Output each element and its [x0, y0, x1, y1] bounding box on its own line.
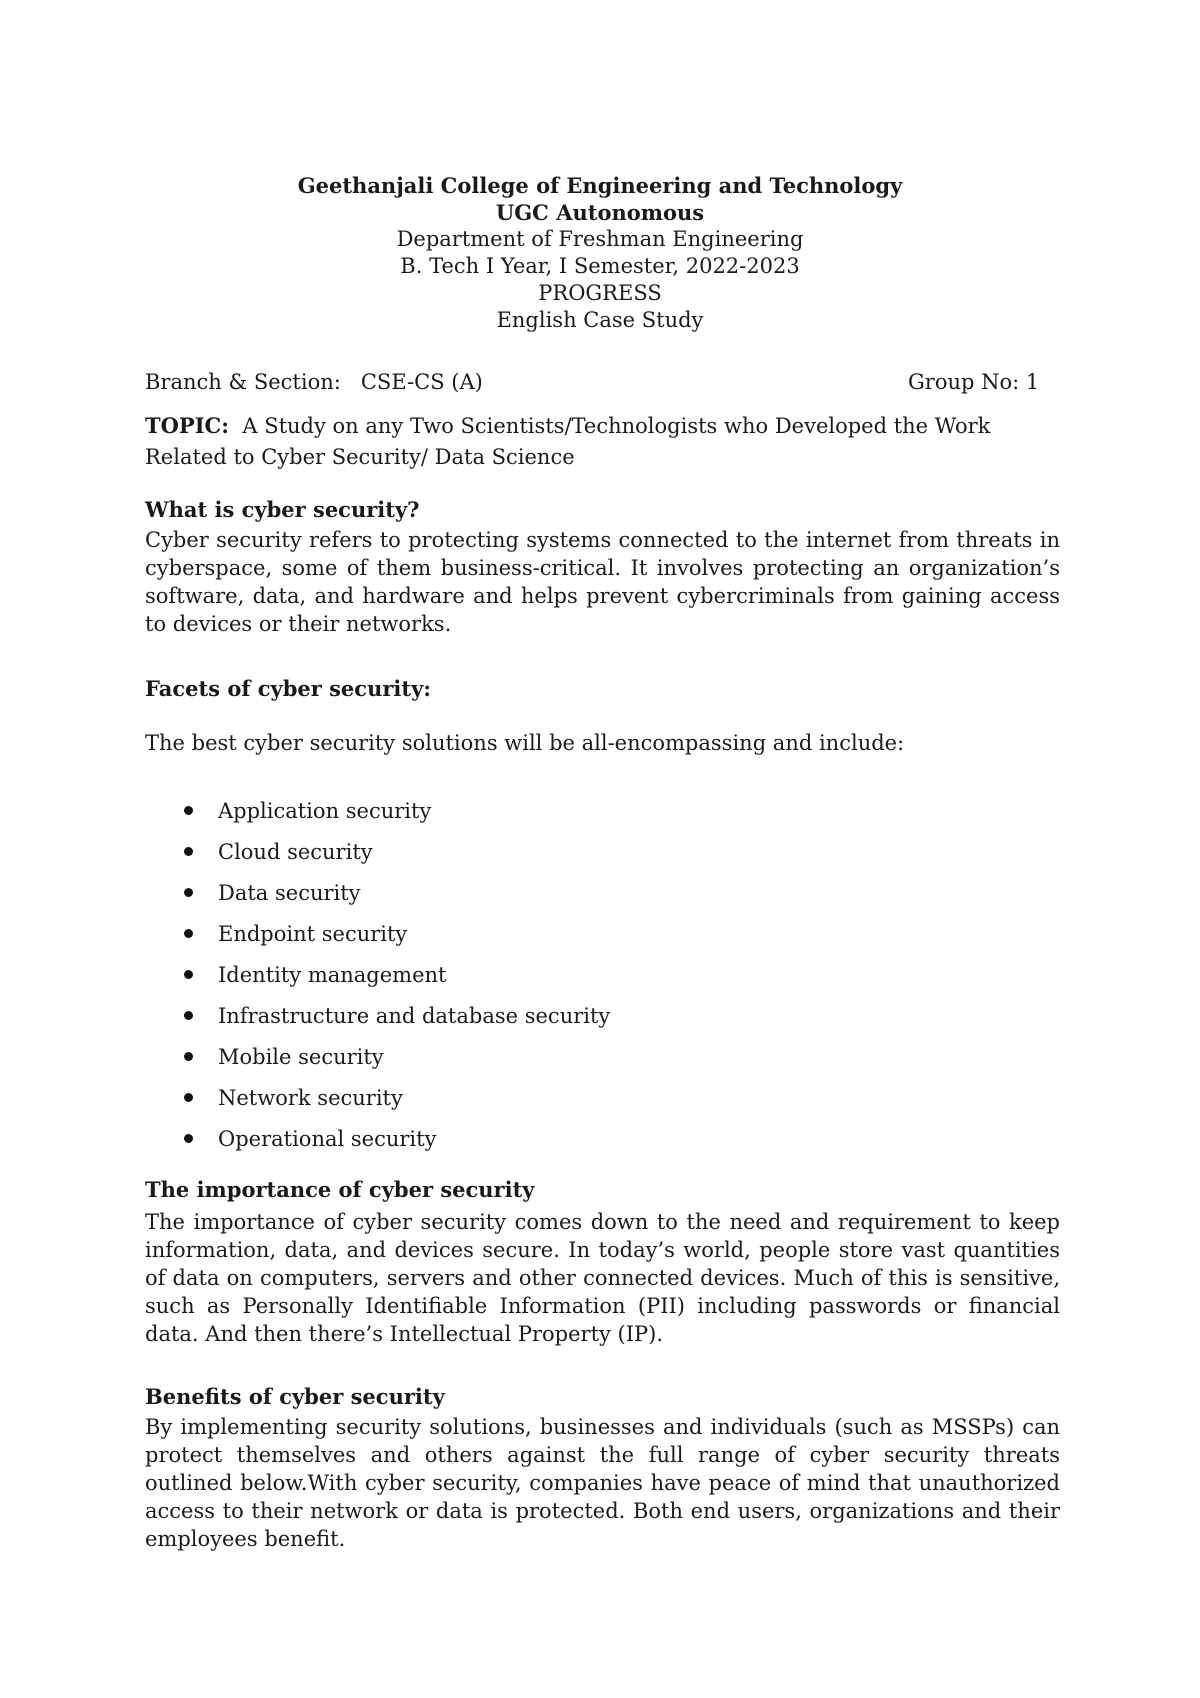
branch-value: CSE-CS (A) — [360, 370, 483, 394]
group-number: Group No: 1 — [908, 370, 1040, 394]
benefits-body: By implementing security solutions, businesses and individuals (such as MSSPs) can protect themselves and others against the full range of cyber security threats outlined below.With cyber security, companies have peace of mind that unauthorized access to their network or data is protected. Both end users, organizations and their employees benefit. — [145, 1415, 1060, 1551]
list-item — [145, 839, 1060, 880]
bullet-icon — [184, 970, 193, 979]
list-item-text: Cloud security — [218, 840, 373, 864]
bullet-icon — [184, 1011, 193, 1020]
topic-text: A Study on any Two Scientists/Technologists who Developed the Work Related to Cyber Security/ Data Science — [145, 414, 991, 469]
bullet-icon — [184, 1134, 193, 1143]
facets-heading: Facets of cyber security: — [145, 676, 432, 701]
bullet-icon — [184, 929, 193, 938]
course-info: B. Tech I Year, I Semester, 2022-2023 — [400, 254, 800, 278]
subject-title: English Case Study — [496, 308, 704, 332]
list-item-text: Data security — [218, 881, 361, 905]
list-item-text: Infrastructure and database security — [218, 1004, 611, 1028]
facets-intro: The best cyber security solutions will be all-encompassing and include: — [145, 731, 905, 755]
list-item-text: Identity management — [218, 963, 447, 987]
topic-line — [145, 410, 1060, 473]
list-item — [145, 1044, 1060, 1085]
list-item — [145, 921, 1060, 962]
list-item — [145, 1003, 1060, 1044]
importance-heading: The importance of cyber security — [145, 1177, 535, 1202]
list-item — [145, 880, 1060, 921]
facets-section — [145, 675, 1060, 1167]
importance-section — [145, 1176, 1060, 1348]
college-status: UGC Autonomous — [495, 200, 705, 225]
bullet-icon — [184, 1052, 193, 1061]
topic-label: TOPIC: — [145, 413, 229, 438]
bullet-icon — [184, 806, 193, 815]
list-item-text: Mobile security — [218, 1045, 384, 1069]
importance-body: The importance of cyber security comes down to the need and requirement to keep information, data, and devices secure. In today’s world, people store vast quantities of data on computers, servers and other connected devices. Much of this is sensitive, such as Personally Identifiable Information (PII) including passwords or financial data. And then there’s Intellectual Property (IP). — [145, 1210, 1060, 1346]
what-section — [145, 496, 1060, 638]
what-heading: What is cyber security? — [145, 497, 420, 522]
benefits-heading: Benefits of cyber security — [145, 1384, 445, 1409]
branch-label: Branch & Section: — [145, 370, 341, 394]
branch-section-line — [145, 369, 1040, 396]
list-item-text: Network security — [218, 1086, 403, 1110]
list-item-text: Endpoint security — [218, 922, 408, 946]
department-name: Department of Freshman Engineering — [396, 227, 804, 251]
list-item — [145, 1085, 1060, 1126]
facets-list — [145, 798, 1060, 1167]
document-header — [0, 172, 1200, 334]
college-name: Geethanjali College of Engineering and Technology — [297, 173, 903, 198]
bullet-icon — [184, 847, 193, 856]
list-item — [145, 1126, 1060, 1167]
stage-label: PROGRESS — [538, 281, 662, 305]
bullet-icon — [184, 888, 193, 897]
list-item-text: Operational security — [218, 1127, 437, 1151]
what-body: Cyber security refers to protecting systems connected to the internet from threats in cyberspace, some of them business-critical. It involves protecting an organization’s software, data, and hardware and helps prevent cybercriminals from gaining access to devices or their networks. — [145, 528, 1060, 636]
bullet-icon — [184, 1093, 193, 1102]
list-item — [145, 962, 1060, 1003]
list-item-text: Application security — [218, 799, 432, 823]
list-item — [145, 798, 1060, 839]
benefits-section — [145, 1383, 1060, 1553]
